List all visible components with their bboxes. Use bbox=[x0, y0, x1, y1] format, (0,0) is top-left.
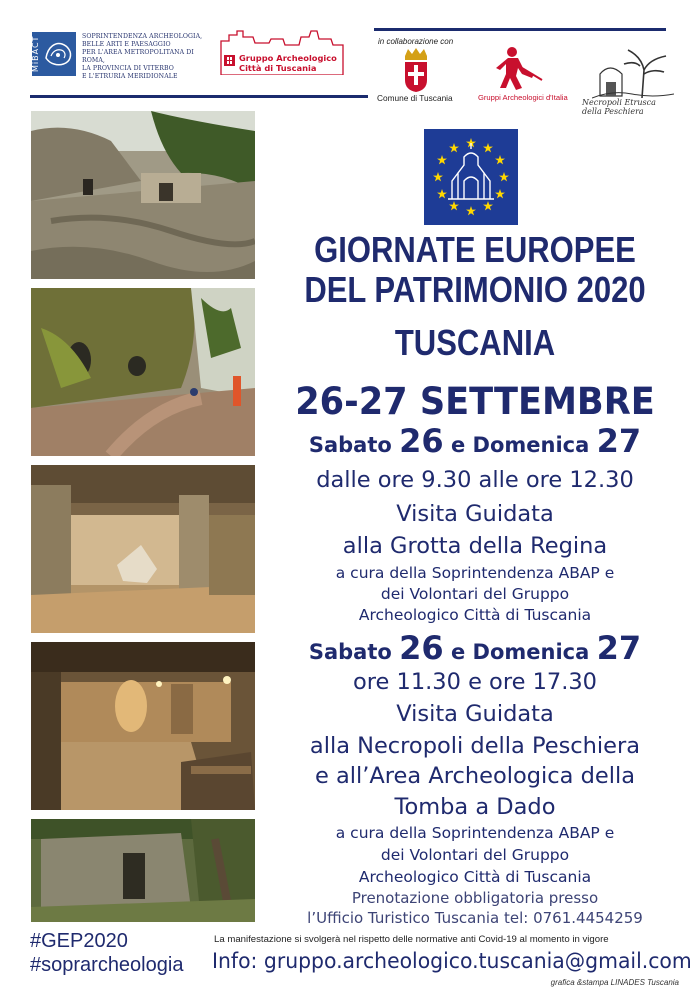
poster-title-line-2: DEL PATRIMONIO 2020 bbox=[304, 269, 646, 310]
eu-heritage-days-logo bbox=[424, 129, 518, 225]
event2-time: ore 11.30 e ore 17.30 bbox=[352, 669, 597, 695]
eu-stars-cathedral-icon bbox=[424, 129, 518, 225]
hashtag-soprarcheologia: #soprarcheologia bbox=[30, 954, 184, 976]
photo-tomba-a-dado bbox=[31, 819, 255, 922]
event1-title-line-2: alla Grotta della Regina bbox=[342, 533, 608, 559]
event2-org-line-3: Archeologico Città di Tuscania bbox=[358, 868, 592, 886]
gruppo-archeologico-logo bbox=[219, 29, 345, 75]
event2-title-line-3: e all’Area Archeologica della bbox=[314, 763, 636, 789]
archaeologist-figure-icon bbox=[494, 44, 544, 90]
event1-org-line-3: Archeologico Città di Tuscania bbox=[358, 606, 592, 624]
soprintendenza-name: SOPRINTENDENZA ARCHEOLOGIA, BELLE ARTI E PAESAGGIO PER L'AREA METROPOLITANA DI ROMA, LA PROVINCIA DI VITERBO E L'ETRURIA MERIDIONALE bbox=[82, 33, 203, 80]
event-dates: 26-27 SETTEMBRE bbox=[295, 380, 655, 423]
event2-title-line-1: Visita Guidata bbox=[396, 701, 554, 727]
covid-note: La manifestazione si svolgerà nel rispetto delle normative anti Covid-19 al momento in vigore bbox=[214, 934, 609, 945]
mibact-label: MiBACT bbox=[31, 35, 40, 72]
gruppo-name: Gruppo Archeologico Città di Tuscania bbox=[239, 53, 337, 73]
event2-title-line-4: Tomba a Dado bbox=[394, 794, 556, 820]
mibact-emblem-icon bbox=[42, 36, 74, 72]
print-credits: grafica &stampa LINADES Tuscania bbox=[550, 978, 679, 987]
header-rule-left bbox=[30, 95, 368, 98]
booking-line-1: Prenotazione obbligatoria presso bbox=[351, 889, 599, 907]
booking-line-2: l’Ufficio Turistico Tuscania tel: 0761.4454259 bbox=[307, 909, 643, 927]
event1-days: Sabato 26 e Domenica 27 bbox=[308, 422, 642, 460]
mibact-logo bbox=[32, 32, 76, 76]
event2-org-line-2: dei Volontari del Gruppo bbox=[380, 846, 570, 864]
necropoli-label: Necropoli Etrusca della Peschiera bbox=[582, 98, 656, 116]
event1-org-line-2: dei Volontari del Gruppo bbox=[380, 585, 570, 603]
gai-label: Gruppi Archeologici d'Italia bbox=[478, 93, 568, 102]
photo-necropoli-interior bbox=[31, 642, 255, 810]
event2-title-line-2: alla Necropoli della Peschiera bbox=[309, 733, 641, 759]
event1-time: dalle ore 9.30 alle ore 12.30 bbox=[316, 467, 634, 493]
poster-title-line-3: TUSCANIA bbox=[394, 322, 556, 363]
info-email: Info: gruppo.archeologico.tuscania@gmail.com bbox=[212, 949, 692, 973]
comune-crest-icon bbox=[402, 46, 430, 92]
collaboration-label: in collaborazione con bbox=[378, 37, 454, 46]
photo-tomb-path bbox=[31, 288, 255, 456]
photo-rock-tombs bbox=[31, 111, 255, 279]
hashtag-gep2020: #GEP2020 bbox=[30, 930, 128, 952]
event2-days: Sabato 26 e Domenica 27 bbox=[308, 629, 642, 667]
event1-title-line-1: Visita Guidata bbox=[396, 501, 554, 527]
photo-grotta-regina bbox=[31, 465, 255, 633]
necropoli-tree-icon bbox=[592, 40, 674, 100]
poster-title-line-1: GIORNATE EUROPEE bbox=[314, 229, 636, 270]
event2-org-line-1: a cura della Soprintendenza ABAP e bbox=[335, 824, 615, 842]
header-rule-right bbox=[374, 28, 666, 31]
event1-org-line-1: a cura della Soprintendenza ABAP e bbox=[335, 564, 615, 582]
comune-label: Comune di Tuscania bbox=[377, 93, 453, 103]
